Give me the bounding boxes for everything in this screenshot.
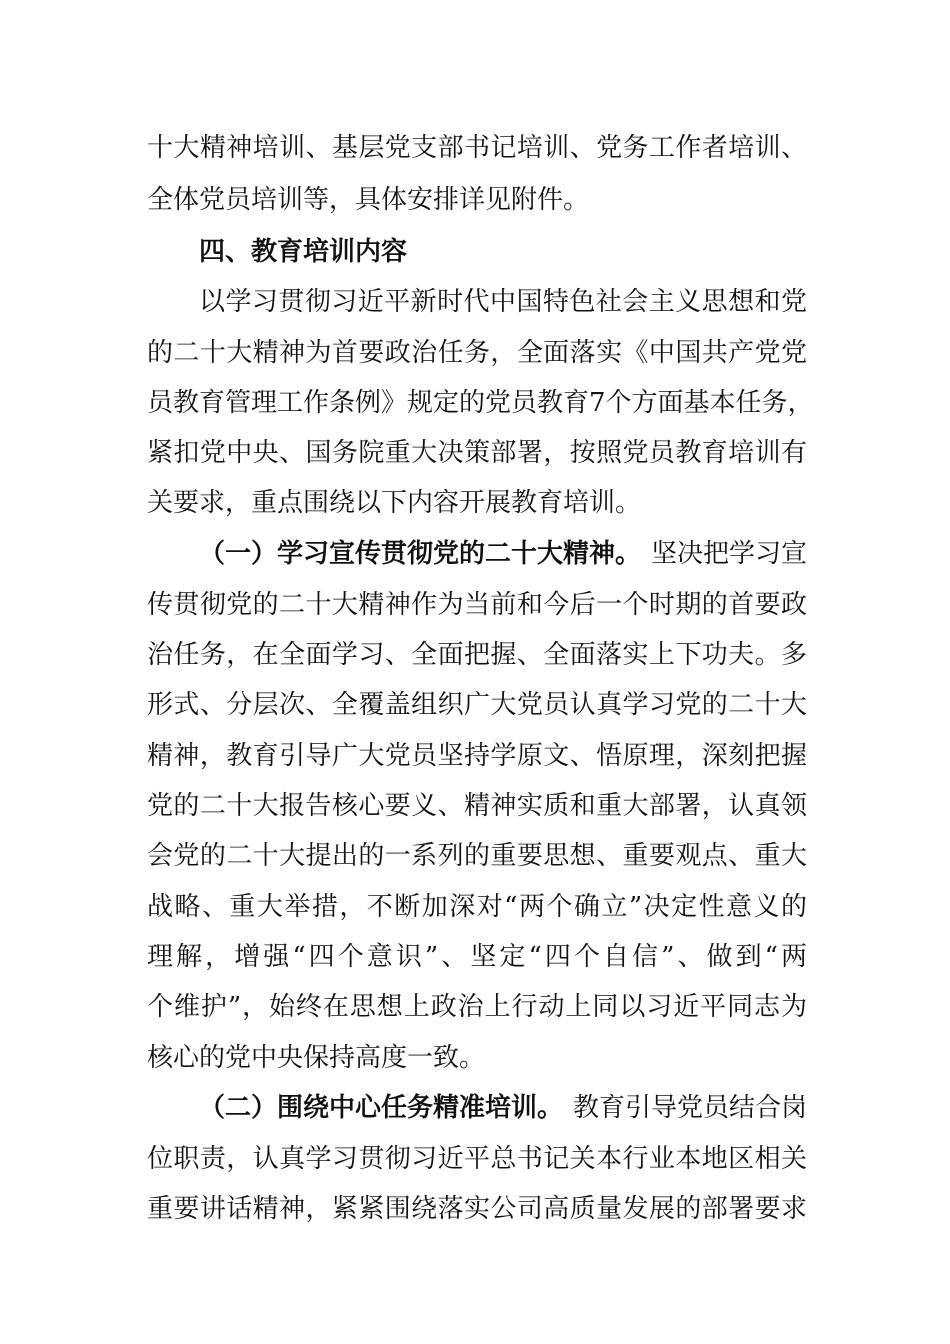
body-line: 关要求，重点围绕以下内容开展教育培训。: [147, 488, 642, 518]
body-text: 教育引导党员结合岗: [572, 1093, 807, 1123]
body-line: 员教育管理工作条例》规定的党员教育7个方面基本任务，: [147, 388, 814, 418]
body-line: 理解，增强“四个意识”、坚定“四个自信”、做到“两: [147, 942, 807, 972]
subsection-line: [199, 1091, 807, 1125]
body-line: 个维护”，始终在思想上政治上行动上同以习近平同志为: [147, 992, 807, 1022]
body-line: 传贯彻党的二十大精神作为当前和今后一个时期的首要政: [147, 590, 807, 620]
body-line: 形式、分层次、全覆盖组织广大党员认真学习党的二十大: [147, 690, 807, 720]
body-line: 精神，教育引导广大党员坚持学原文、悟原理，深刻把握: [147, 741, 807, 771]
body-line: 会党的二十大提出的一系列的重要思想、重要观点、重大: [147, 841, 807, 871]
body-line: 治任务，在全面学习、全面把握、全面落实上下功夫。多: [147, 640, 807, 670]
body-line: 的二十大精神为首要政治任务，全面落实《中国共产党党: [147, 338, 807, 368]
body-line: 位职责，认真学习贯彻习近平总书记关本行业本地区相关: [147, 1144, 807, 1174]
subsection-line: [199, 537, 807, 571]
body-line: 十大精神培训、基层党支部书记培训、党务工作者培训、: [147, 133, 807, 163]
body-line: 以学习贯彻习近平新时代中国特色社会主义思想和党: [199, 287, 807, 317]
subsection-title: （一）学习宣传贯彻党的二十大精神。: [199, 539, 642, 569]
body-line: 重要讲话精神，紧紧围绕落实公司高质量发展的部署要求: [147, 1194, 807, 1224]
section-heading: 四、教育培训内容: [199, 237, 408, 267]
body-line: 核心的党中央保持高度一致。: [147, 1043, 486, 1073]
body-text: 坚决把学习宣: [650, 539, 807, 569]
body-line: 紧扣党中央、国务院重大决策部署，按照党员教育培训有: [147, 438, 807, 468]
subsection-title: （二）围绕中心任务精准培训。: [199, 1093, 564, 1123]
body-line: 党的二十大报告核心要义、精神实质和重大部署，认真领: [147, 791, 807, 821]
body-line: 全体党员培训等，具体安排详见附件。: [147, 185, 590, 215]
body-line: 战略、重大举措，不断加深对“两个确立”决定性意义的: [147, 892, 807, 922]
